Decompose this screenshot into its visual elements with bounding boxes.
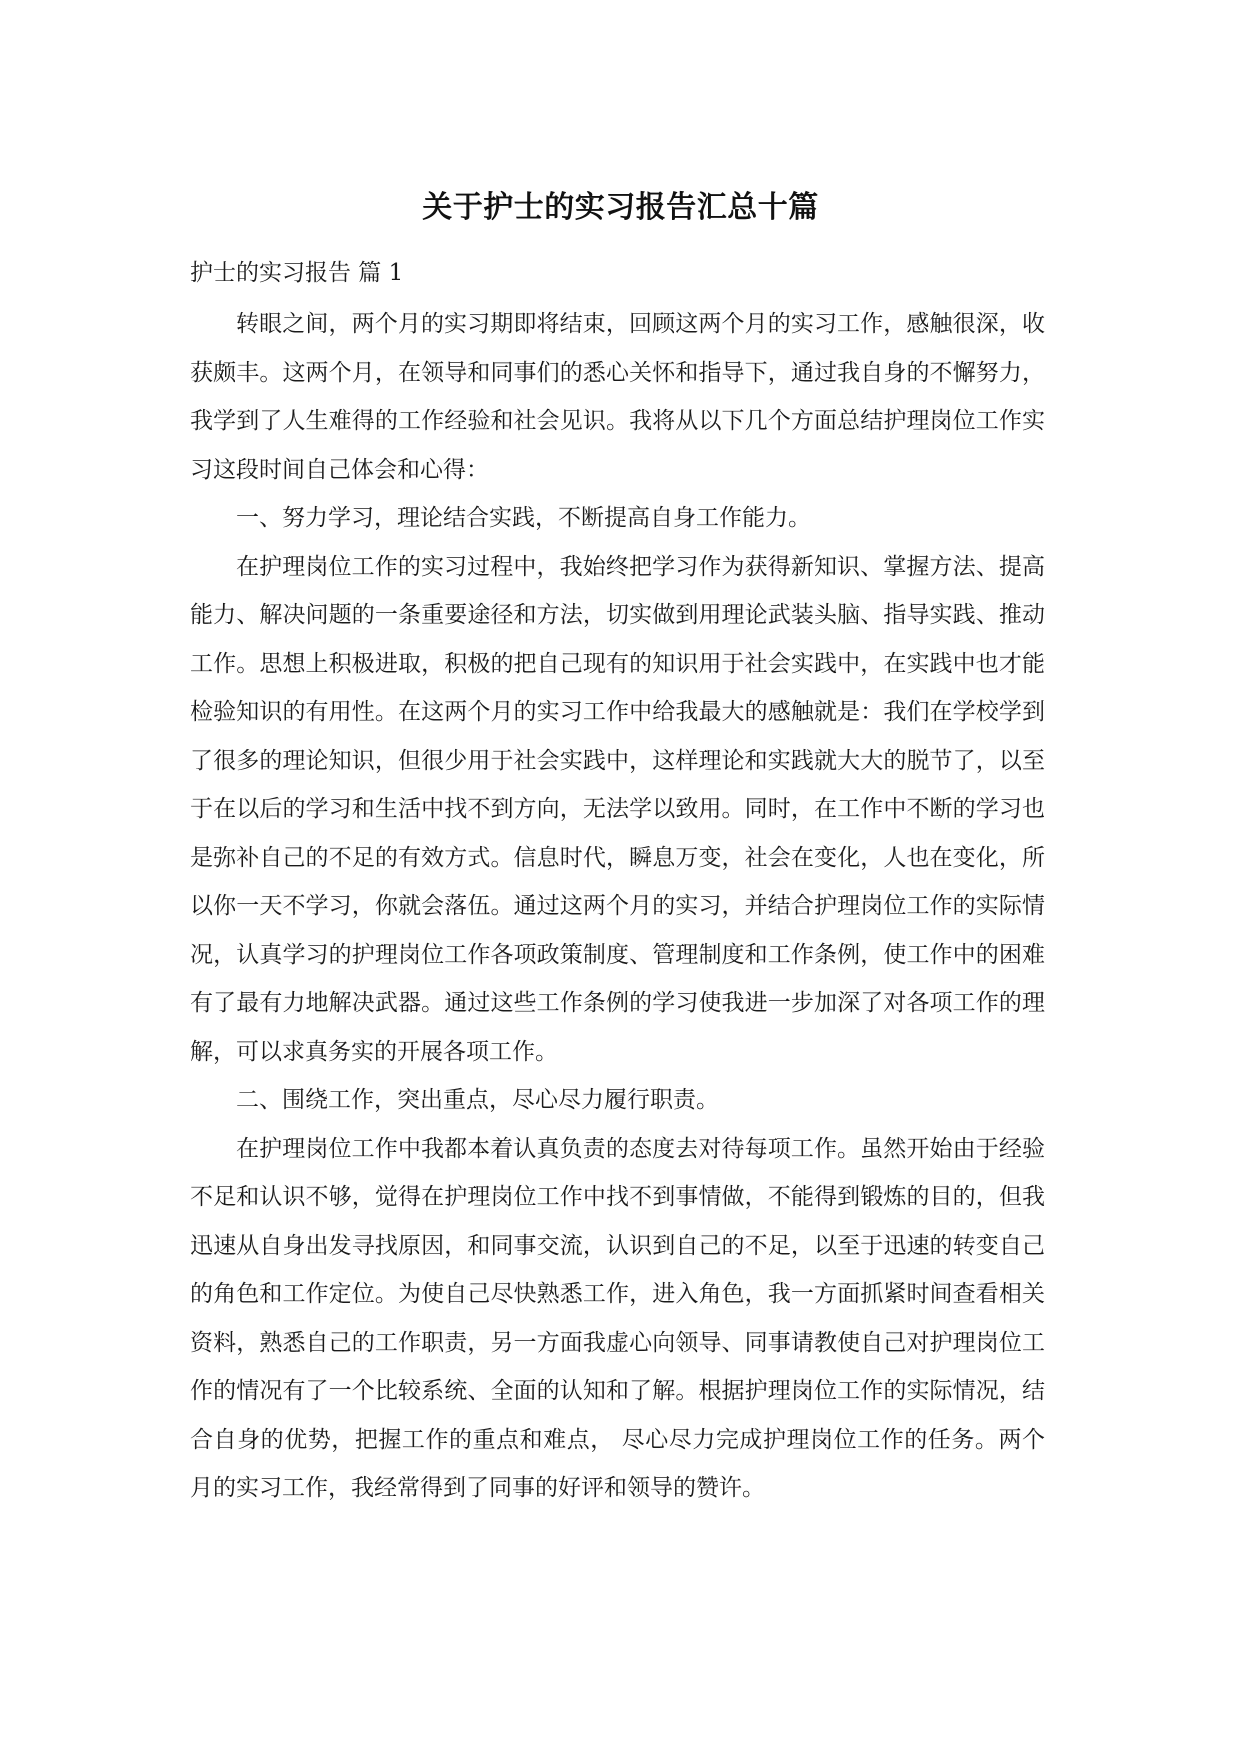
paragraph-point-one-body: 在护理岗位工作的实习过程中，我始终把学习作为获得新知识、掌握方法、提高能力、解决问题的一条重要途径和方法，切实做到用理论武装头脑、指导实践、推动工作。思想上积极进取，积极的把自己现有的知识用于社会实践中，在实践中也才能检验知识的有用性。在这两个月的实习工作中给我最大的感触就是：我们在学校学到了很多的理论知识，但很少用于社会实践中，这样理论和实践就大大的脱节了，以至于在以后的学习和生活中找不到方向，无法学以致用。同时，在工作中不断的学习也是弥补自己的不足的有效方式。信息时代，瞬息万变，社会在变化，人也在变化，所以你一天不学习，你就会落伍。通过这两个月的实习，并结合护理岗位工作的实际情况，认真学习的护理岗位工作各项政策制度、管理制度和工作条例，使工作中的困难有了最有力地解决武器。通过这些工作条例的学习使我进一步加深了对各项工作的理解，可以求真务实的开展各项工作。 xyxy=(190,553,1045,1065)
paragraph-point-two-body: 在护理岗位工作中我都本着认真负责的态度去对待每项工作。虽然开始由于经验不足和认识不够，觉得在护理岗位工作中找不到事情做，不能得到锻炼的目的，但我迅速从自身出发寻找原因，和同事交流，认识到自己的不足，以至于迅速的转变自己的角色和工作定位。为使自己尽快熟悉工作，进入角色，我一方面抓紧时间查看相关资料，熟悉自己的工作职责，另一方面我虚心向领导、同事请教使自己对护理岗位工作的情况有了一个比较系统、全面的认知和了解。根据护理岗位工作的实际情况，结合自身的优势，把握工作的重点和难点， 尽心尽力完成护理岗位工作的任务。两个月的实习工作，我经常得到了同事的好评和领导的赞许。 xyxy=(190,1135,1045,1501)
paragraph-intro: 转眼之间，两个月的实习期即将结束，回顾这两个月的实习工作，感触很深，收获颇丰。这两个月，在领导和同事们的悉心关怀和指导下，通过我自身的不懈努力，我学到了人生难得的工作经验和社会见识。我将从以下几个方面总结护理岗位工作实习这段时间自己体会和心得： xyxy=(190,311,1045,483)
paragraph-point-two-heading: 二、围绕工作，突出重点，尽心尽力履行职责。 xyxy=(236,1087,719,1113)
paragraph-point-one-heading: 一、努力学习，理论结合实践，不断提高自身工作能力。 xyxy=(236,505,811,531)
document-body xyxy=(190,258,1045,1513)
section-heading: 护士的实习报告 篇 1 xyxy=(190,260,404,286)
document-title: 关于护士的实习报告汇总十篇 xyxy=(422,190,819,225)
